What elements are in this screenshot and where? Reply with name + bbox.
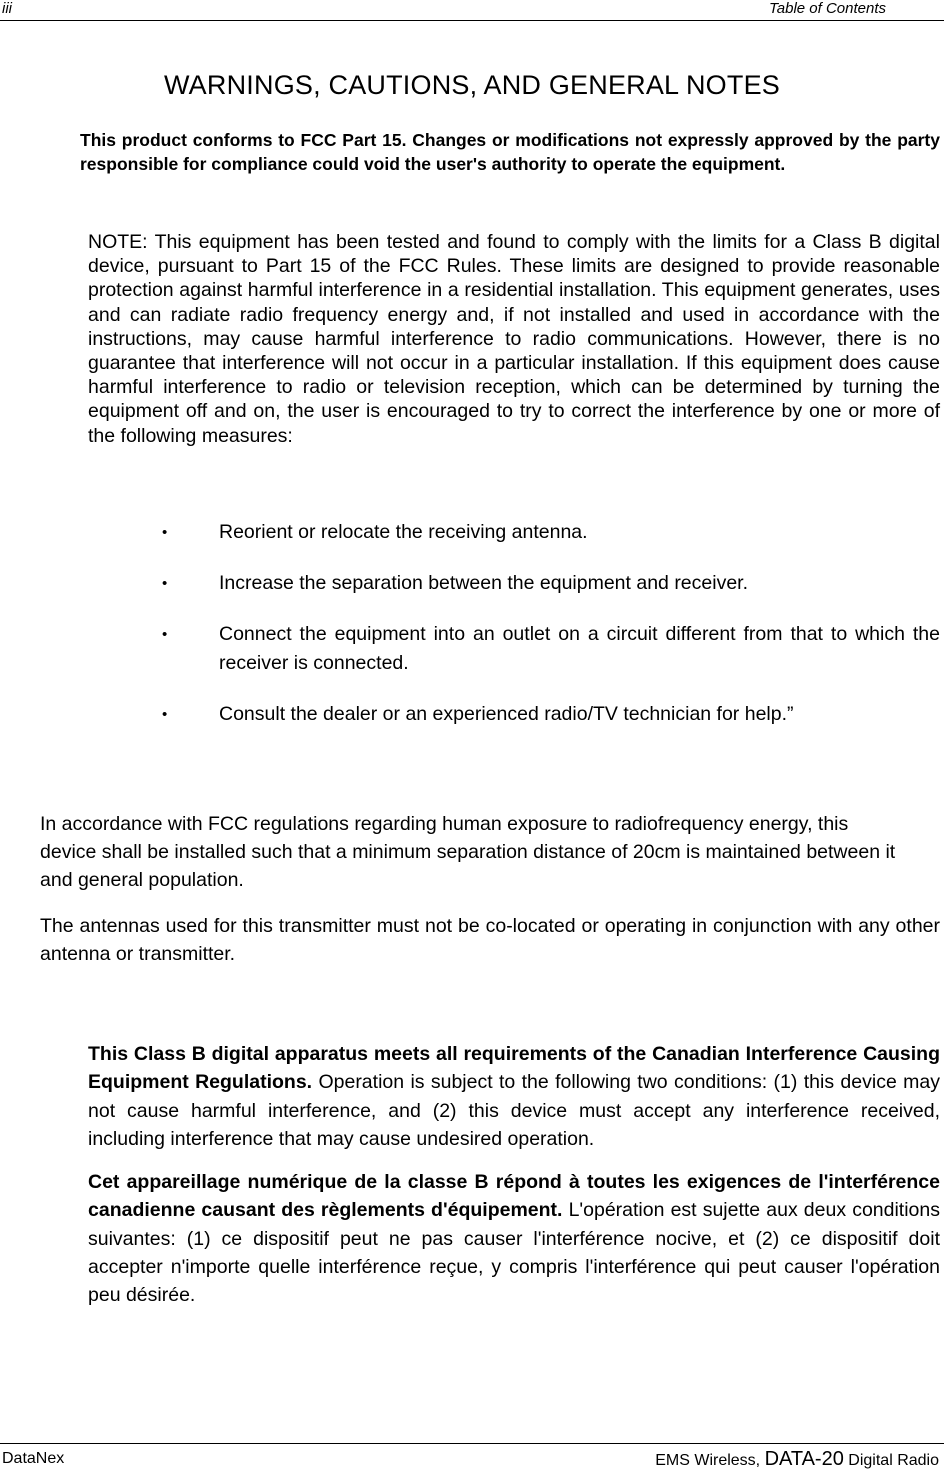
footer-product-model: DATA-20: [764, 1448, 844, 1470]
list-item: [160, 700, 940, 729]
footer-company: DataNex: [2, 1450, 65, 1467]
header-section-title: Table of Contents: [768, 0, 886, 17]
industry-canada-fr-bold-text: Cet appareillage numérique de la classe B répond à toutes les exigences de l'interférence canadienne causant des règlements d'équipement.: [88, 1171, 940, 1222]
list-item: [160, 620, 940, 678]
bullet-icon: •: [162, 706, 168, 723]
footer-product-prefix: EMS Wireless,: [655, 1452, 765, 1469]
fcc-compliance-statement: This product conforms to FCC Part 15. Changes or modifications not expressly approved by the party responsible for compliance could void the user's authority to operate the equipment.: [80, 130, 940, 174]
list-item-text: Consult the dealer or an experienced radio/TV technician for help.”: [219, 703, 794, 725]
list-item-text: Connect the equipment into an outlet on a circuit different from that to which the receiver is connected.: [219, 623, 940, 674]
rf-exposure-paragraph: In accordance with FCC regulations regarding human exposure to radiofrequency energy, this device shall be installed such that a minimum separation distance of 20cm is maintained between it and general population.: [40, 813, 896, 891]
bullet-icon: •: [162, 575, 168, 592]
interference-measures-list: [160, 518, 940, 751]
industry-canada-fr-body-text: L'opération est sujette aux deux conditions suivantes: (1) ce dispositif peut ne pas causer l'interférence nocive, et (2) ce dispositif doit accepter n'importe quelle interférence reçue, y compris l'interférence qui peut causer l'opération peu désirée.: [88, 1199, 940, 1307]
antenna-colocation-paragraph: The antennas used for this transmitter must not be co-located or operating in conjunction with any other antenna or transmitter.: [40, 915, 940, 965]
page-footer: [0, 1443, 944, 1471]
page-number: iii: [2, 0, 12, 17]
industry-canada-body-text: Operation is subject to the following two conditions: (1) this device may not cause harmful interference, and (2) this device must accept any interference received, including interference that may cause undesired operation.: [88, 1071, 940, 1150]
bullet-icon: •: [162, 524, 168, 541]
industry-canada-statement-french: [88, 1168, 940, 1309]
page-header: [0, 0, 944, 21]
industry-canada-statement: [88, 1040, 940, 1153]
bullet-icon: •: [162, 626, 168, 643]
footer-product: [655, 1448, 939, 1471]
list-item-text: Increase the separation between the equipment and receiver.: [219, 572, 749, 594]
list-item: [160, 518, 940, 547]
fcc-note-paragraph: NOTE: This equipment has been tested and found to comply with the limits for a Class B digital device, pursuant to Part 15 of the FCC Rules. These limits are designed to provide reasonable protection against harmful interference in a residential installation. This equipment generates, uses and can radiate radio frequency energy and, if not installed and used in accordance with the instructions, may cause harmful interference to radio communications. However, there is no guarantee that interference will not occur in a particular installation. If this equipment does cause harmful interference to radio or television reception, which can be determined by turning the equipment off and on, the user is encouraged to try to correct the interference by one or more of the following measures:: [88, 231, 940, 447]
industry-canada-bold-text: This Class B digital apparatus meets all requirements of the Canadian Interference Causing Equipment Regulations.: [88, 1043, 940, 1094]
footer-product-suffix: Digital Radio: [843, 1452, 939, 1469]
list-item-text: Reorient or relocate the receiving antenna.: [219, 521, 588, 543]
list-item: [160, 569, 940, 598]
page-title: WARNINGS, CAUTIONS, AND GENERAL NOTES: [164, 70, 780, 100]
